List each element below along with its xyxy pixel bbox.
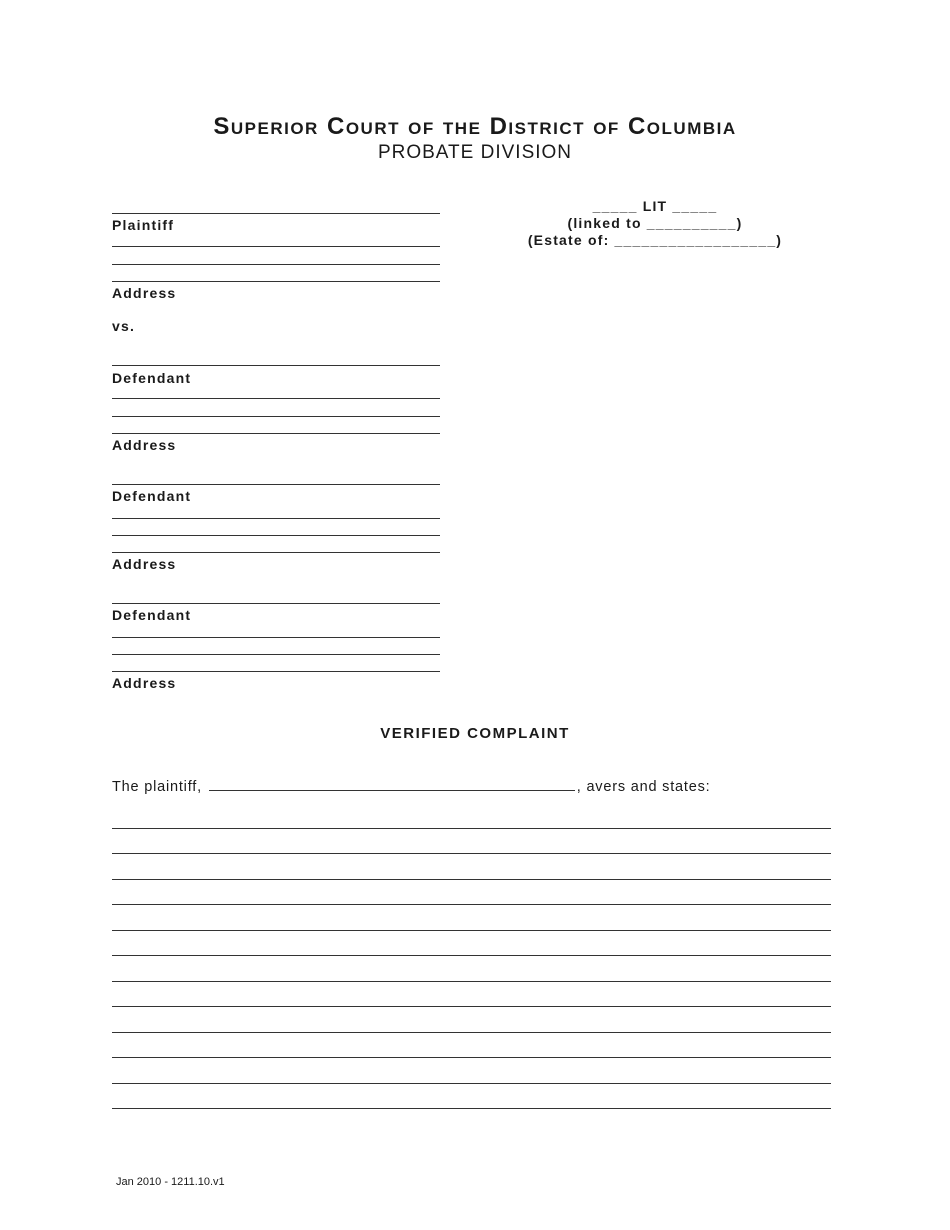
plaintiff-address-line[interactable] — [112, 264, 440, 265]
defendant-1-name-line[interactable] — [112, 365, 440, 366]
complaint-body-line[interactable] — [112, 1006, 831, 1007]
court-title: Superior Court of the District of Columbia — [213, 113, 737, 140]
complaint-body-line[interactable] — [112, 930, 831, 931]
plaintiff-address-label: Address — [112, 285, 177, 301]
versus-label: vs. — [112, 318, 136, 334]
plaintiff-name-line[interactable] — [112, 213, 440, 214]
defendant-3-address-label: Address — [112, 675, 177, 691]
linked-case-line[interactable]: (linked to __________) — [567, 215, 743, 231]
plaintiff-address-line[interactable] — [112, 246, 440, 247]
plaintiff-address-line[interactable] — [112, 281, 440, 282]
defendant-2-label: Defendant — [112, 488, 192, 504]
defendant-1-address-line[interactable] — [112, 433, 440, 434]
defendant-1-label: Defendant — [112, 370, 192, 386]
defendant-3-label: Defendant — [112, 607, 192, 623]
intro-suffix: , avers and states: — [576, 779, 711, 795]
case-number-block[interactable] — [470, 198, 840, 249]
form-id-footer: Jan 2010 - 1211.10.v1 — [116, 1176, 225, 1188]
complaint-intro — [112, 779, 710, 795]
complaint-body-line[interactable] — [112, 853, 831, 854]
complaint-body-line[interactable] — [112, 1057, 831, 1058]
complaint-title: VERIFIED COMPLAINT — [380, 725, 570, 742]
estate-line[interactable]: (Estate of: __________________) — [527, 232, 783, 248]
defendant-1-address-line[interactable] — [112, 398, 440, 399]
complaint-body-line[interactable] — [112, 1032, 831, 1033]
plaintiff-name-blank[interactable] — [209, 790, 575, 791]
plaintiff-label: Plaintiff — [112, 217, 175, 233]
defendant-3-address-line[interactable] — [112, 637, 440, 638]
complaint-body-line[interactable] — [112, 1083, 831, 1084]
complaint-body-line[interactable] — [112, 904, 831, 905]
defendant-1-address-label: Address — [112, 437, 177, 453]
defendant-3-address-line[interactable] — [112, 671, 440, 672]
complaint-body-line[interactable] — [112, 955, 831, 956]
complaint-body-line[interactable] — [112, 879, 831, 880]
defendant-2-address-line[interactable] — [112, 552, 440, 553]
intro-prefix: The plaintiff, — [112, 779, 202, 795]
defendant-3-name-line[interactable] — [112, 603, 440, 604]
division-title: PROBATE DIVISION — [377, 142, 573, 163]
defendant-2-address-line[interactable] — [112, 518, 440, 519]
lit-number-line[interactable]: _____ LIT _____ — [592, 198, 718, 214]
complaint-body-line[interactable] — [112, 1108, 831, 1109]
complaint-body-line[interactable] — [112, 828, 831, 829]
complaint-body-line[interactable] — [112, 981, 831, 982]
defendant-2-name-line[interactable] — [112, 484, 440, 485]
defendant-3-address-line[interactable] — [112, 654, 440, 655]
defendant-1-address-line[interactable] — [112, 416, 440, 417]
defendant-2-address-label: Address — [112, 556, 177, 572]
defendant-2-address-line[interactable] — [112, 535, 440, 536]
